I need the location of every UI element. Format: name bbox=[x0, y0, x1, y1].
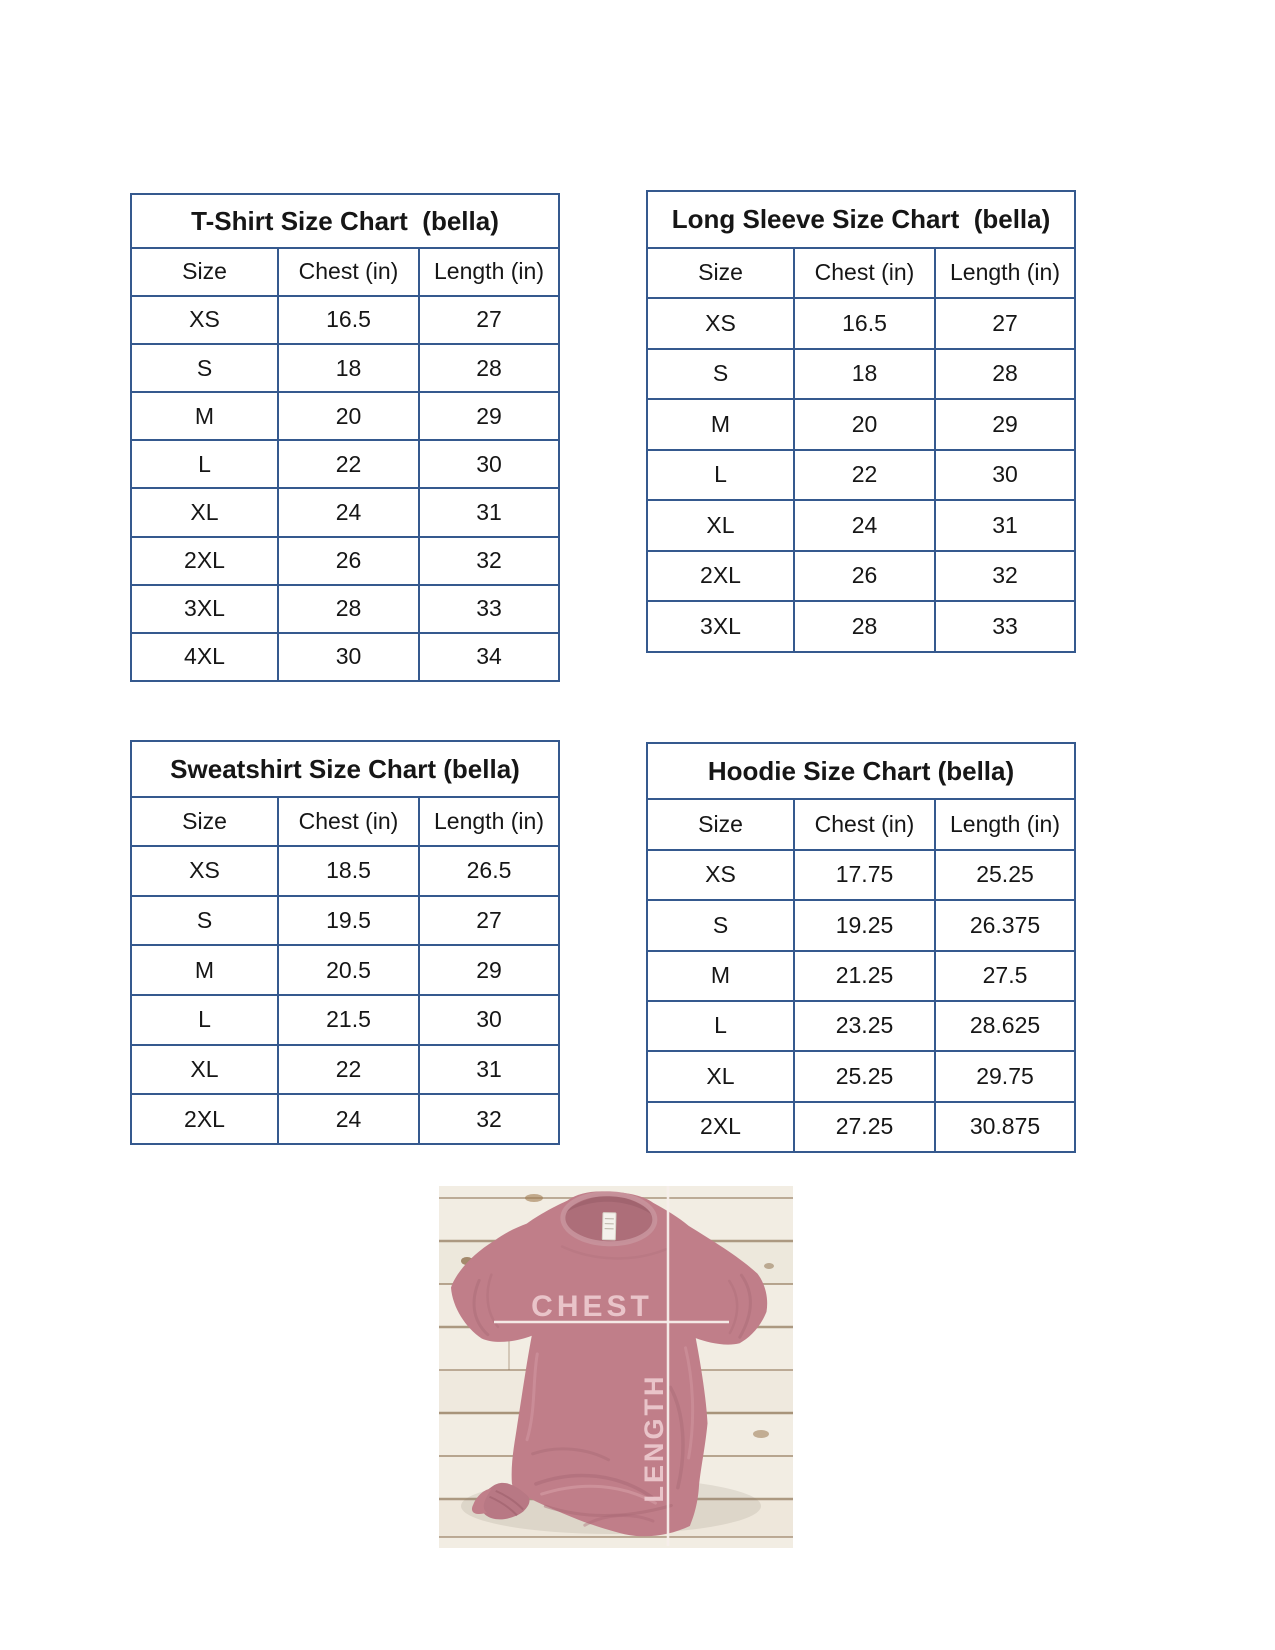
size-row bbox=[131, 440, 559, 488]
length-cell: 32 bbox=[935, 551, 1075, 602]
chest-cell: 26 bbox=[794, 551, 935, 602]
size-row bbox=[131, 392, 559, 440]
length-cell: 32 bbox=[419, 1094, 559, 1144]
chest-cell: 18 bbox=[794, 349, 935, 400]
length-cell: 32 bbox=[419, 537, 559, 585]
hoodie-table-title: Hoodie Size Chart (bella) bbox=[647, 743, 1075, 799]
chest-cell: 30 bbox=[278, 633, 419, 681]
length-cell: 27.5 bbox=[935, 951, 1075, 1001]
length-cell: 29 bbox=[419, 945, 559, 995]
chest-cell: 20 bbox=[278, 392, 419, 440]
chest-cell: 24 bbox=[794, 500, 935, 551]
length-cell: 26.375 bbox=[935, 900, 1075, 950]
length-cell: 25.25 bbox=[935, 850, 1075, 900]
chest-cell: 28 bbox=[278, 585, 419, 633]
size-row bbox=[647, 900, 1075, 950]
length-cell: 31 bbox=[419, 1045, 559, 1095]
size-cell: L bbox=[131, 440, 278, 488]
size-row bbox=[131, 945, 559, 995]
size-row bbox=[647, 601, 1075, 652]
chest-line-label: CHEST bbox=[531, 1290, 653, 1323]
chest-cell: 26 bbox=[278, 537, 419, 585]
size-cell: M bbox=[647, 399, 794, 450]
length-cell: 28.625 bbox=[935, 1001, 1075, 1051]
size-row bbox=[131, 1094, 559, 1144]
neck-label-tag bbox=[602, 1213, 616, 1240]
size-row bbox=[131, 488, 559, 536]
size-row bbox=[647, 1051, 1075, 1101]
size-cell: XL bbox=[131, 488, 278, 536]
collar bbox=[562, 1193, 655, 1245]
length-cell: 27 bbox=[935, 298, 1075, 349]
size-row bbox=[647, 551, 1075, 602]
chest-cell: 20 bbox=[794, 399, 935, 450]
size-cell: 2XL bbox=[647, 551, 794, 602]
size-cell: 2XL bbox=[131, 1094, 278, 1144]
length-line-label: LENGTH bbox=[639, 1373, 669, 1503]
size-row bbox=[647, 298, 1075, 349]
size-cell: XL bbox=[131, 1045, 278, 1095]
column-header-chest: Chest (in) bbox=[794, 799, 935, 849]
chest-cell: 22 bbox=[794, 450, 935, 501]
size-row bbox=[647, 500, 1075, 551]
chest-cell: 20.5 bbox=[278, 945, 419, 995]
column-header-chest: Chest (in) bbox=[278, 797, 419, 847]
column-header-chest: Chest (in) bbox=[278, 248, 419, 296]
chest-cell: 17.75 bbox=[794, 850, 935, 900]
size-row bbox=[647, 349, 1075, 400]
size-row bbox=[131, 1045, 559, 1095]
size-cell: M bbox=[131, 392, 278, 440]
size-row bbox=[131, 344, 559, 392]
length-cell: 28 bbox=[419, 344, 559, 392]
size-cell: XL bbox=[647, 500, 794, 551]
column-header-size: Size bbox=[647, 248, 794, 299]
chest-cell: 18 bbox=[278, 344, 419, 392]
size-guide-photo bbox=[439, 1186, 793, 1548]
size-cell: 3XL bbox=[647, 601, 794, 652]
chest-cell: 23.25 bbox=[794, 1001, 935, 1051]
column-header-size: Size bbox=[131, 797, 278, 847]
length-cell: 34 bbox=[419, 633, 559, 681]
length-cell: 29 bbox=[419, 392, 559, 440]
size-cell: 3XL bbox=[131, 585, 278, 633]
length-cell: 30 bbox=[419, 440, 559, 488]
size-row bbox=[131, 995, 559, 1045]
column-header-length: Length (in) bbox=[935, 799, 1075, 849]
chest-cell: 25.25 bbox=[794, 1051, 935, 1101]
size-row bbox=[131, 537, 559, 585]
size-cell: XS bbox=[647, 850, 794, 900]
size-row bbox=[131, 633, 559, 681]
size-cell: XS bbox=[131, 296, 278, 344]
length-cell: 29.75 bbox=[935, 1051, 1075, 1101]
chest-cell: 27.25 bbox=[794, 1102, 935, 1152]
long-sleeve-table-title: Long Sleeve Size Chart (bella) bbox=[647, 191, 1075, 248]
size-cell: S bbox=[647, 900, 794, 950]
chest-cell: 21.25 bbox=[794, 951, 935, 1001]
length-cell: 33 bbox=[935, 601, 1075, 652]
column-header-length: Length (in) bbox=[419, 248, 559, 296]
chest-cell: 16.5 bbox=[278, 296, 419, 344]
size-row bbox=[647, 399, 1075, 450]
column-header-length: Length (in) bbox=[935, 248, 1075, 299]
length-cell: 33 bbox=[419, 585, 559, 633]
chest-cell: 19.5 bbox=[278, 896, 419, 946]
length-cell: 30 bbox=[935, 450, 1075, 501]
chest-cell: 28 bbox=[794, 601, 935, 652]
size-cell: S bbox=[131, 896, 278, 946]
length-cell: 30 bbox=[419, 995, 559, 1045]
long-sleeve-size-chart-table bbox=[646, 190, 1076, 653]
size-cell: S bbox=[647, 349, 794, 400]
size-cell: L bbox=[647, 450, 794, 501]
chest-cell: 22 bbox=[278, 440, 419, 488]
tshirt-table-title: T-Shirt Size Chart (bella) bbox=[131, 194, 559, 248]
size-cell: XL bbox=[647, 1051, 794, 1101]
hoodie-size-chart-table bbox=[646, 742, 1076, 1153]
size-cell: S bbox=[131, 344, 278, 392]
size-row bbox=[647, 951, 1075, 1001]
chest-cell: 22 bbox=[278, 1045, 419, 1095]
size-cell: 2XL bbox=[131, 537, 278, 585]
length-cell: 26.5 bbox=[419, 846, 559, 896]
size-cell: M bbox=[131, 945, 278, 995]
chest-cell: 24 bbox=[278, 488, 419, 536]
size-row bbox=[131, 585, 559, 633]
size-cell: XS bbox=[647, 298, 794, 349]
size-row bbox=[647, 450, 1075, 501]
size-row bbox=[131, 896, 559, 946]
size-row bbox=[131, 296, 559, 344]
size-cell: M bbox=[647, 951, 794, 1001]
column-header-size: Size bbox=[131, 248, 278, 296]
size-cell: 2XL bbox=[647, 1102, 794, 1152]
size-cell: XS bbox=[131, 846, 278, 896]
size-row bbox=[647, 1102, 1075, 1152]
chest-cell: 18.5 bbox=[278, 846, 419, 896]
length-cell: 31 bbox=[419, 488, 559, 536]
chest-cell: 24 bbox=[278, 1094, 419, 1144]
size-cell: L bbox=[647, 1001, 794, 1051]
sweatshirt-size-chart-table bbox=[130, 740, 560, 1145]
size-row bbox=[131, 846, 559, 896]
length-cell: 27 bbox=[419, 896, 559, 946]
length-cell: 31 bbox=[935, 500, 1075, 551]
size-row bbox=[647, 850, 1075, 900]
chest-cell: 21.5 bbox=[278, 995, 419, 1045]
length-cell: 28 bbox=[935, 349, 1075, 400]
column-header-size: Size bbox=[647, 799, 794, 849]
size-cell: 4XL bbox=[131, 633, 278, 681]
tshirt-size-chart-table bbox=[130, 193, 560, 682]
column-header-chest: Chest (in) bbox=[794, 248, 935, 299]
tshirt-measure-illustration bbox=[439, 1186, 793, 1548]
length-cell: 27 bbox=[419, 296, 559, 344]
column-header-length: Length (in) bbox=[419, 797, 559, 847]
length-cell: 30.875 bbox=[935, 1102, 1075, 1152]
chest-cell: 19.25 bbox=[794, 900, 935, 950]
length-cell: 29 bbox=[935, 399, 1075, 450]
size-cell: L bbox=[131, 995, 278, 1045]
sweatshirt-table-title: Sweatshirt Size Chart (bella) bbox=[131, 741, 559, 797]
size-row bbox=[647, 1001, 1075, 1051]
chest-cell: 16.5 bbox=[794, 298, 935, 349]
